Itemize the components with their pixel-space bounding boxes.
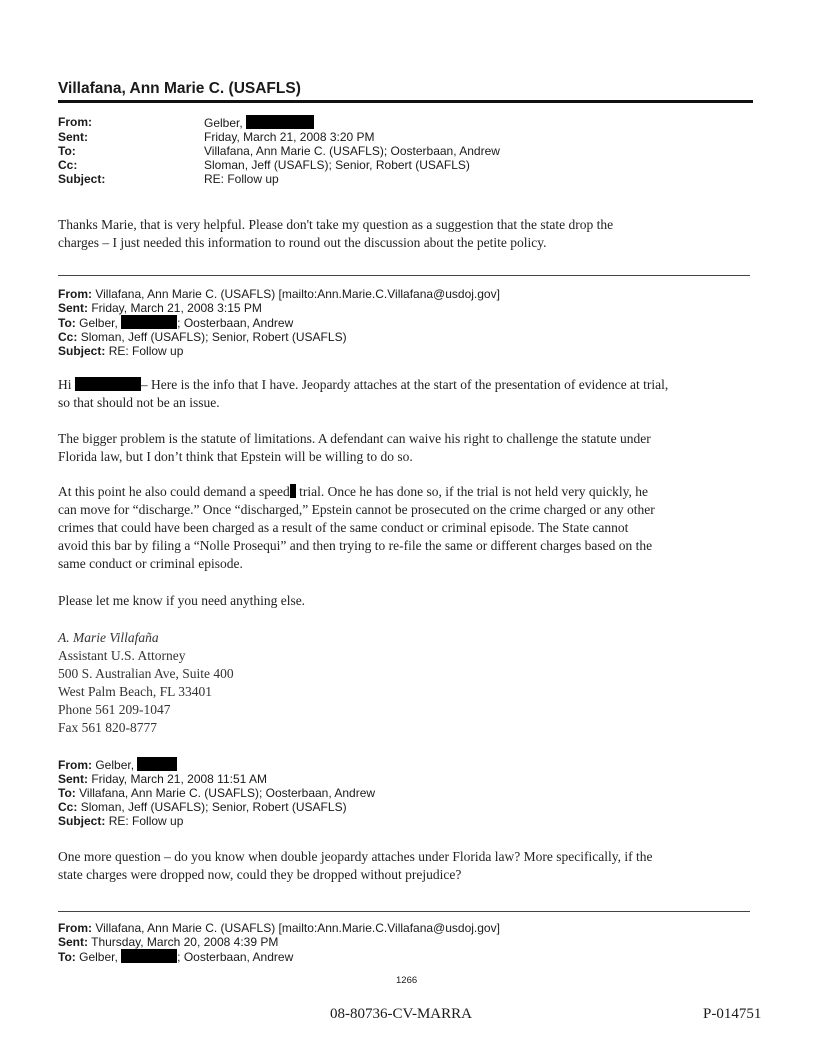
- redaction-bar: [290, 484, 296, 498]
- paragraph-line: crimes that could have been charged as a result of the same conduct or criminal episode. The State cannot: [58, 520, 629, 535]
- from-label: From:: [58, 115, 92, 129]
- message-divider: [58, 911, 750, 912]
- cc-value: Sloman, Jeff (USAFLS); Senior, Robert (USAFLS): [204, 158, 470, 172]
- signature-fax: Fax 561 820-8777: [58, 720, 157, 735]
- paragraph-line: At this point he also could demand a speed trial. Once he has done so, if the trial is not held very quickly, he: [58, 484, 648, 499]
- quoted-header-2: [58, 757, 375, 828]
- paragraph-line: Florida law, but I don’t think that Epstein will be willing to do so.: [58, 449, 413, 464]
- quoted-header: [58, 287, 500, 358]
- signature-block: [58, 629, 234, 737]
- to-value: Villafana, Ann Marie C. (USAFLS); Oosterbaan, Andrew: [204, 144, 500, 158]
- signature-name: A. Marie Villafaña: [58, 630, 159, 645]
- redaction-bar: [137, 757, 177, 771]
- subject-label: Subject:: [58, 172, 106, 186]
- paragraph-line: One more question – do you know when double jeopardy attaches under Florida law? More specifically, if the: [58, 849, 653, 864]
- sent-label: Sent:: [58, 130, 88, 144]
- signature-address: 500 S. Australian Ave, Suite 400: [58, 666, 234, 681]
- email-header: [58, 115, 500, 186]
- header-from-row: [58, 115, 500, 130]
- bates-number: P-014751: [703, 1006, 762, 1022]
- paragraph-line: Please let me know if you need anything else.: [58, 593, 306, 608]
- from-value: Gelber,: [204, 115, 314, 130]
- redaction-bar: [121, 315, 177, 329]
- redaction-bar: [75, 377, 141, 391]
- quoted-to: To: Gelber, ; Oosterbaan, Andrew: [58, 950, 294, 964]
- paragraph-line: state charges were dropped now, could they be dropped without prejudice?: [58, 867, 462, 882]
- document-title: Villafana, Ann Marie C. (USAFLS): [58, 80, 301, 97]
- header-subject-row: [58, 172, 500, 186]
- quoted-sent: Sent: Friday, March 21, 2008 3:15 PM: [58, 301, 262, 315]
- sent-value: Friday, March 21, 2008 3:20 PM: [204, 130, 375, 144]
- quoted-from: From: Gelber,: [58, 757, 375, 772]
- paragraph-line: can move for “discharge.” Once “discharged,” Epstein cannot be prosecuted on the crime charged or any other: [58, 502, 655, 517]
- quoted-paragraph-1: [58, 376, 758, 412]
- paragraph-line: The bigger problem is the statute of limitations. A defendant can waive his right to challenge the statute under: [58, 431, 651, 446]
- paragraph-line: Hi – Here is the info that I have. Jeopardy attaches at the start of the presentation of evidence at trial,: [58, 377, 669, 392]
- quoted-sent: Sent: Friday, March 21, 2008 11:51 AM: [58, 772, 267, 786]
- quoted-paragraph-4: [58, 592, 758, 610]
- paragraph-line: so that should not be an issue.: [58, 395, 220, 410]
- paragraph-line: avoid this bar by filing a “Nolle Prosequi” and then trying to re-file the same or different charges based on the: [58, 538, 653, 553]
- quoted-from: From: Villafana, Ann Marie C. (USAFLS) [mailto:Ann.Marie.C.Villafana@usdoj.gov]: [58, 287, 500, 301]
- signature-phone: Phone 561 209-1047: [58, 702, 171, 717]
- page-number: 1266: [396, 975, 418, 986]
- quoted-sent: Sent: Thursday, March 20, 2008 4:39 PM: [58, 935, 279, 949]
- title-rule: [58, 100, 753, 103]
- signature-city: West Palm Beach, FL 33401: [58, 684, 213, 699]
- cc-label: Cc:: [58, 158, 78, 172]
- quoted-to: To: Villafana, Ann Marie C. (USAFLS); Oosterbaan, Andrew: [58, 786, 376, 800]
- signature-title: Assistant U.S. Attorney: [58, 648, 186, 663]
- quoted-header-3: [58, 921, 500, 964]
- quoted-cc: Cc: Sloman, Jeff (USAFLS); Senior, Robert (USAFLS): [58, 800, 347, 814]
- header-sent-row: [58, 130, 500, 144]
- redaction-bar: [121, 949, 177, 963]
- message-divider: [58, 275, 750, 276]
- case-number: 08-80736-CV-MARRA: [330, 1006, 472, 1022]
- redaction-bar: [246, 115, 314, 129]
- quoted-cc: Cc: Sloman, Jeff (USAFLS); Senior, Robert (USAFLS): [58, 330, 347, 344]
- subject-value: RE: Follow up: [204, 172, 279, 186]
- quoted-to: To: Gelber, ; Oosterbaan, Andrew: [58, 316, 294, 330]
- to-label: To:: [58, 144, 76, 158]
- quoted-subject: Subject: RE: Follow up: [58, 814, 184, 828]
- header-to-row: [58, 144, 500, 158]
- quoted-paragraph-2: [58, 430, 758, 466]
- paragraph-line: same conduct or criminal episode.: [58, 556, 243, 571]
- quoted-subject: Subject: RE: Follow up: [58, 344, 184, 358]
- quoted-from: From: Villafana, Ann Marie C. (USAFLS) [mailto:Ann.Marie.C.Villafana@usdoj.gov]: [58, 921, 500, 935]
- header-cc-row: [58, 158, 500, 172]
- quoted-body-3: [58, 848, 758, 884]
- reply-body: [58, 216, 758, 252]
- quoted-paragraph-3: [58, 483, 758, 573]
- reply-line: Thanks Marie, that is very helpful. Please don't take my question as a suggestion that the state drop the: [58, 217, 614, 232]
- reply-line: charges – I just needed this information to round out the discussion about the petite policy.: [58, 235, 547, 250]
